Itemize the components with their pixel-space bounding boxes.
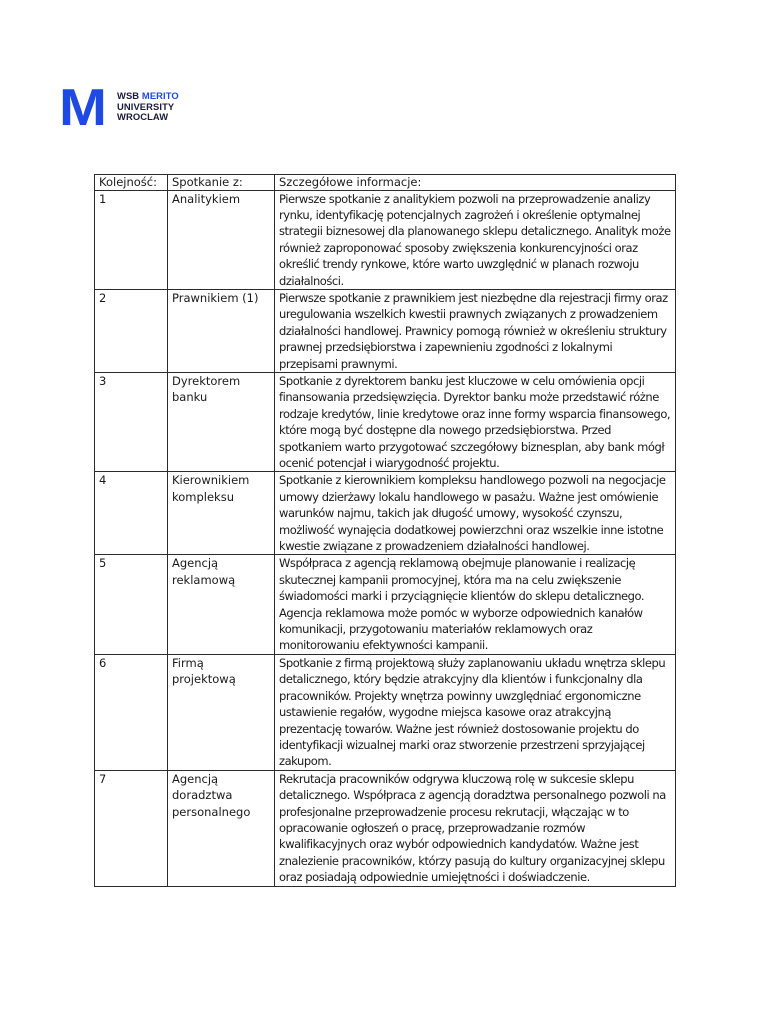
header-meeting: Spotkanie z: [168, 175, 275, 191]
table-row [95, 770, 676, 886]
logo-wsb: WSB [117, 90, 140, 102]
row-order: 1 [95, 190, 168, 289]
logo-line-3: WROCLAW [117, 111, 169, 123]
row-details: Pierwsze spotkanie z prawnikiem jest niezbędne dla rejestracji firmy oraz uregulowania wszelkich kwestii prawnych związanych z prowadzeniem działalności handlowej. Prawnicy pomogą również w określeniu struktury prawnej przedsiębiorstwa i zapewnieniu zgodności z lokalnymi przepisami prawnymi. [275, 289, 676, 372]
table-row [95, 289, 676, 372]
row-order: 7 [95, 770, 168, 886]
row-order: 6 [95, 654, 168, 770]
meetings-table [94, 174, 676, 887]
row-details: Rekrutacja pracowników odgrywa kluczową rolę w sukcesie sklepu detalicznego. Współpraca z agencją doradztwa personalnego pozwoli na profesjonalne przeprowadzenie procesu rekrutacji, włączając w to opracowanie ogłoszeń o pracę, przeprowadzanie rozmów kwalifikacyjnych oraz wybór odpowiednich kandydatów. Ważne jest znalezienie pracowników, którzy pasują do kultury organizacyjnej sklepu oraz posiadają odpowiednie umiejętności i doświadczenie. [275, 770, 676, 886]
row-details: Pierwsze spotkanie z analitykiem pozwoli na przeprowadzenie analizy rynku, identyfikację potencjalnych zagrożeń i określenie optymalnej strategii biznesowej dla planowanego sklepu detalicznego. Analityk może również zaproponować sposoby zwiększenia konkurencyjności oraz określić trendy rynkowe, które warto uwzględnić w planach rozwoju działalności. [275, 190, 676, 289]
row-meeting: Firmą projektową [168, 654, 275, 770]
row-meeting: Agencją reklamową [168, 555, 275, 654]
table-row [95, 555, 676, 654]
row-order: 4 [95, 472, 168, 555]
table-row [95, 190, 676, 289]
logo-merito: MERITO [141, 90, 179, 102]
table-row [95, 472, 676, 555]
row-order: 2 [95, 289, 168, 372]
row-details: Spotkanie z dyrektorem banku jest kluczowe w celu omówienia opcji finansowania przedsięwzięcia. Dyrektor banku może przedstawić różne rodzaje kredytów, linie kredytowe oraz inne formy wsparcia finansowego, które mogą być dostępne dla nowego przedsiębiorstwa. Przed spotkaniem warto przygotować szczegółowy biznesplan, aby bank mógł ocenić potencjał i wiarygodność projektu. [275, 372, 676, 471]
table-header-row [95, 175, 676, 191]
header-details: Szczegółowe informacje: [275, 175, 676, 191]
header-order: Kolejność: [95, 175, 168, 191]
row-meeting: Kierownikiem kompleksu [168, 472, 275, 555]
row-meeting: Prawnikiem (1) [168, 289, 275, 372]
row-meeting: Analitykiem [168, 190, 275, 289]
table-row [95, 654, 676, 770]
table-row [95, 372, 676, 471]
logo-line-2: UNIVERSITY [117, 100, 175, 112]
row-order: 5 [95, 555, 168, 654]
row-details: Współpraca z agencją reklamową obejmuje planowanie i realizację skutecznej kampanii promocyjnej, która ma na celu zwiększenie świadomości marki i przyciągnięcie klientów do sklepu detalicznego. Agencja reklamowa może pomóc w wyborze odpowiednich kanałów komunikacji, przygotowaniu materiałów reklamowych oraz monitorowaniu efektywności kampanii. [275, 555, 676, 654]
row-details: Spotkanie z firmą projektową służy zaplanowaniu układu wnętrza sklepu detalicznego, który będzie atrakcyjny dla klientów i funkcjonalny dla pracowników. Projekty wnętrza powinny uwzględniać ergonomiczne ustawienie regałów, wygodne miejsca kasowe oraz atrakcyjną prezentację towarów. Ważne jest również dostosowanie projektu do identyfikacji wizualnej marki oraz stworzenie przestrzeni sprzyjającej zakupom. [275, 654, 676, 770]
logo-m-mark [58, 88, 108, 126]
logo-wordmark [117, 91, 179, 122]
row-meeting: Dyrektorem banku [168, 372, 275, 471]
row-meeting: Agencją doradztwa personalnego [168, 770, 275, 886]
logo-m-letter: M [59, 88, 107, 126]
university-logo [58, 87, 242, 127]
row-order: 3 [95, 372, 168, 471]
row-details: Spotkanie z kierownikiem kompleksu handlowego pozwoli na negocjacje umowy dzierżawy lokalu handlowego w pasażu. Ważne jest omówienie warunków najmu, takich jak długość umowy, wysokość czynszu, możliwość wynajęcia dodatkowej powierzchni oraz wszelkie inne istotne kwestie związane z prowadzeniem działalności handlowej. [275, 472, 676, 555]
